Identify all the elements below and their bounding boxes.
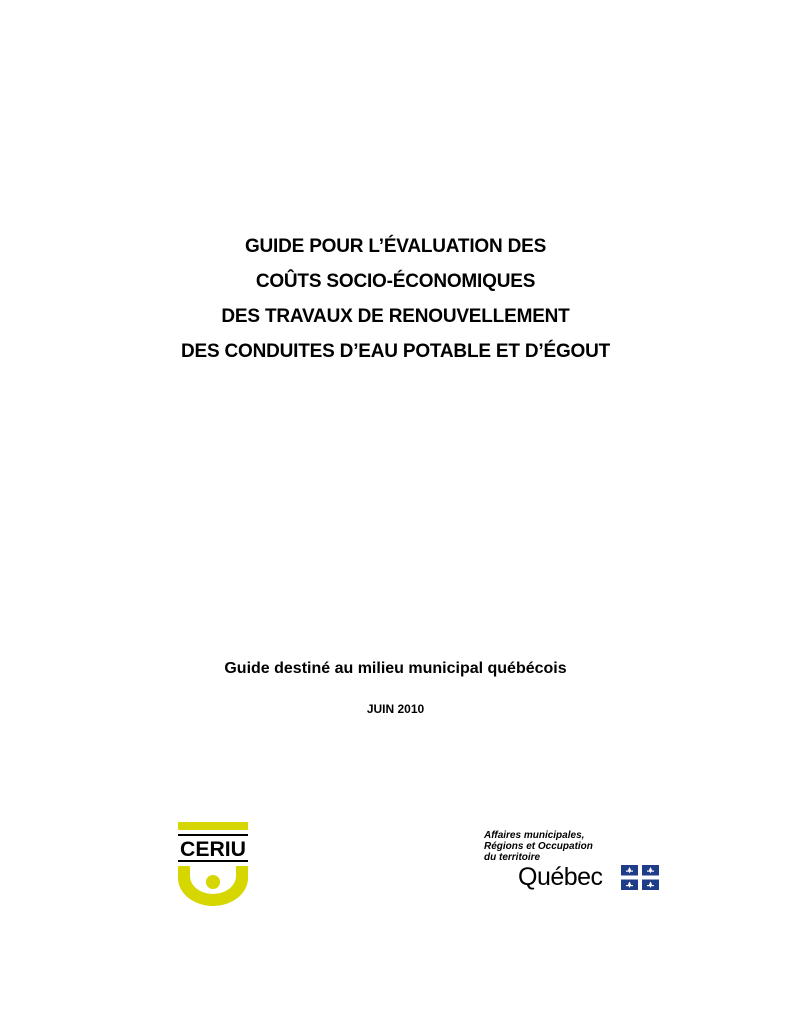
publication-date: JUIN 2010 [366, 702, 425, 716]
fleur-de-lis-flag-icon [621, 865, 659, 890]
title-line-2: COÛTS SOCIO-ÉCONOMIQUES [255, 271, 536, 292]
ministry-line-2: Régions et Occupation [484, 841, 593, 852]
ceriu-logo [178, 822, 248, 906]
ministry-line-3: du territoire [484, 852, 541, 863]
ceriu-logo-text: CERIU [180, 838, 246, 861]
document-title [0, 229, 791, 369]
quebec-ministry-logo [484, 830, 664, 896]
title-line-4: DES CONDUITES D’EAU POTABLE ET D’ÉGOUT [180, 341, 611, 362]
document-subtitle: Guide destiné au milieu municipal québécois [224, 660, 567, 677]
quebec-wordmark: Québec [518, 863, 603, 891]
ministry-line-1: Affaires municipales, [484, 830, 585, 841]
title-line-1: GUIDE POUR L’ÉVALUATION DES [244, 236, 547, 257]
ministry-name [484, 830, 593, 863]
title-line-3: DES TRAVAUX DE RENOUVELLEMENT [221, 306, 570, 327]
ceriu-logo-graphic [178, 822, 248, 906]
